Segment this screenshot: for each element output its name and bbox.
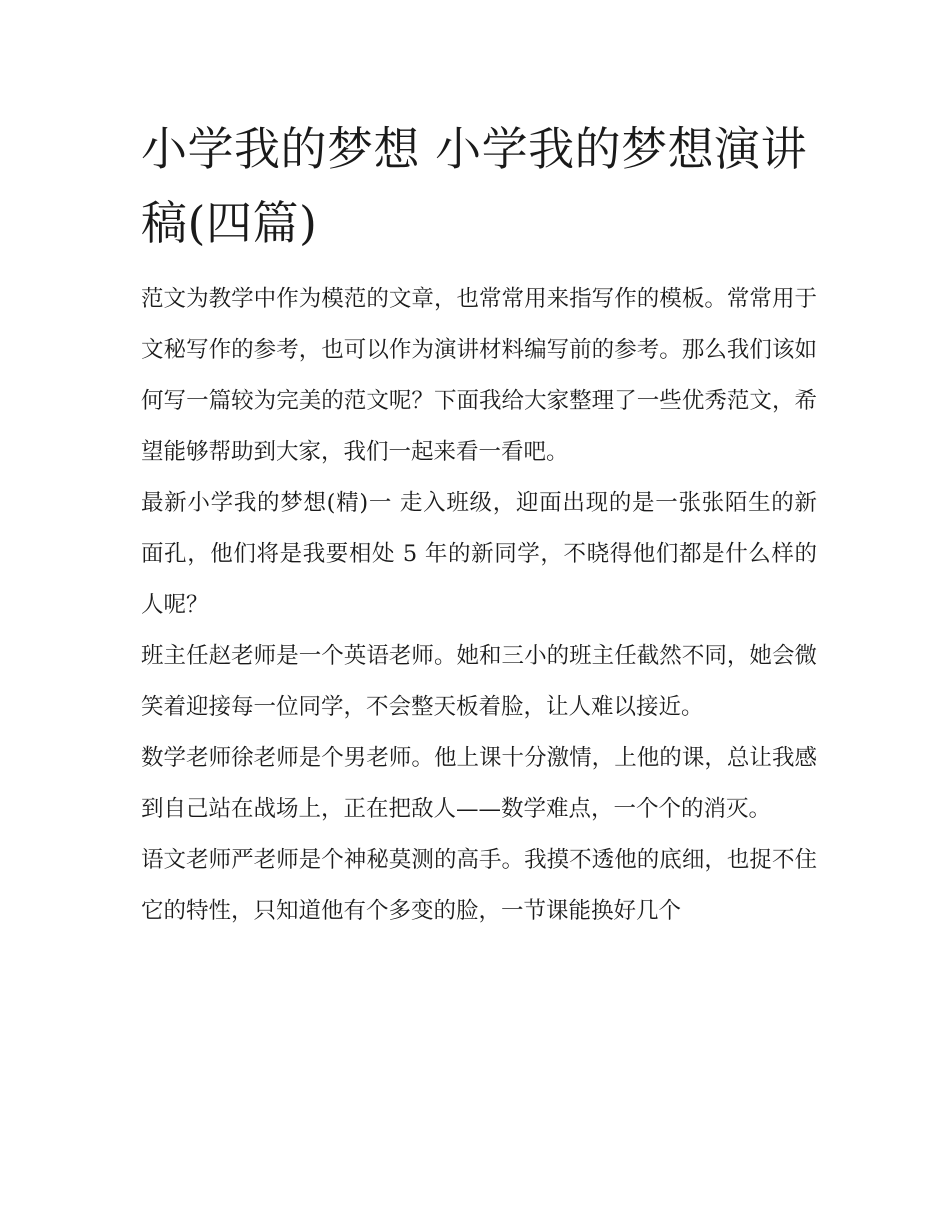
paragraph-new-classmates: 最新小学我的梦想(精)一 走入班级，迎面出现的是一张张陌生的新面孔，他们将是我要相处 5 年的新同学，不晓得他们都是什么样的人呢？ <box>141 490 817 618</box>
document-body <box>141 112 817 937</box>
paragraph-head-teacher: 班主任赵老师是一个英语老师。她和三小的班主任截然不同，她会微笑着迎接每一位同学，不会整天板着脸，让人难以接近。 <box>141 643 817 720</box>
paragraph-chinese-teacher: 语文老师严老师是个神秘莫测的高手。我摸不透他的底细，也捉不住它的特性，只知道他有个多变的脸，一节课能换好几个 <box>141 847 817 924</box>
document-title: 小学我的梦想 小学我的梦想演讲稿(四篇) <box>141 122 808 250</box>
paragraph-math-teacher: 数学老师徐老师是个男老师。他上课十分激情，上他的课，总让我感到自己站在战场上，正在把敌人——数学难点，一个个的消灭。 <box>141 745 817 822</box>
paragraph-intro: 范文为教学中作为模范的文章，也常常用来指写作的模板。常常用于文秘写作的参考，也可以作为演讲材料编写前的参考。那么我们该如何写一篇较为完美的范文呢？下面我给大家整理了一些优秀范文，希望能够帮助到大家，我们一起来看一看吧。 <box>141 286 817 465</box>
